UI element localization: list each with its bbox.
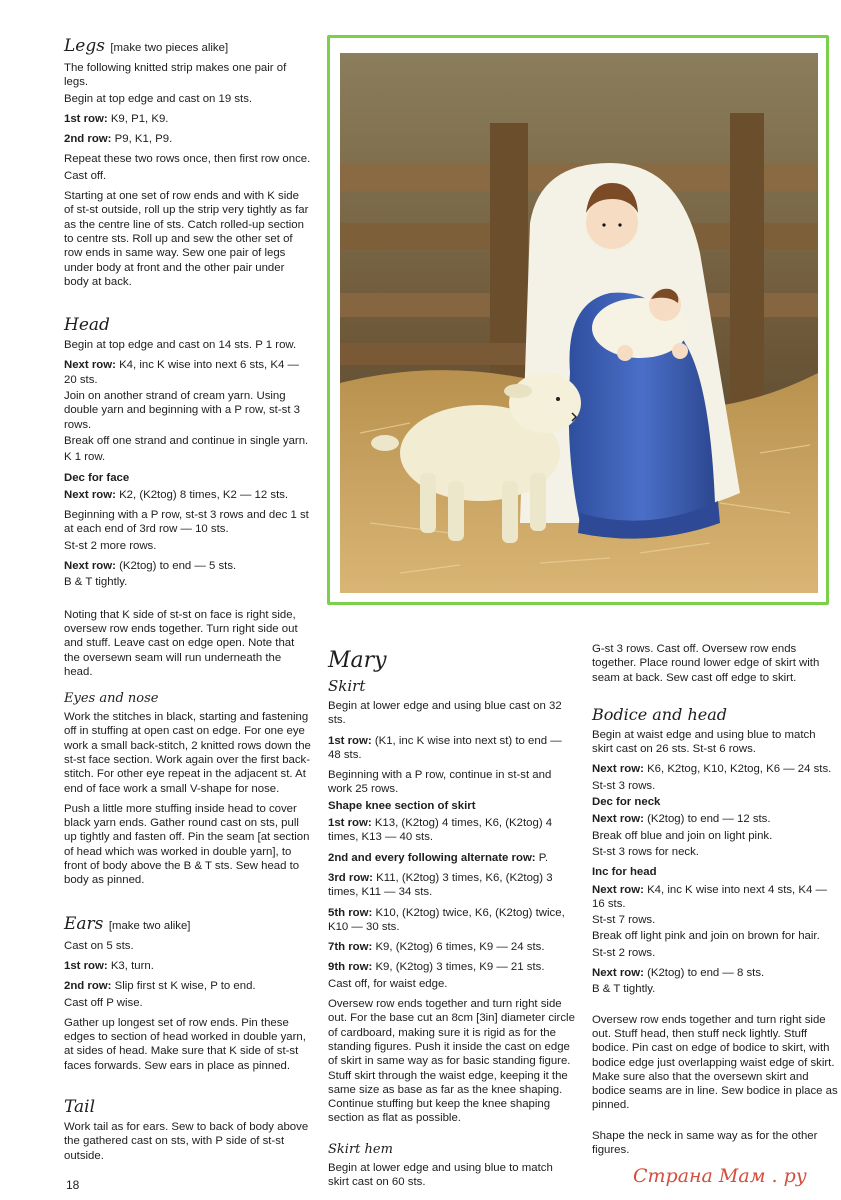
inc-p9: B & T tightly. [592,983,656,996]
legs-p4: Cast off. [64,169,107,182]
skirt-row1: 1st row: (K1, inc K wise into next st) to end — 48 sts. [328,734,562,761]
skirt-heading: Skirt [328,677,366,695]
head-p8: Noting that K side of st-st on face is right side, oversew row ends together. Turn right side out and stuff. Leave cast on edge open. Note that the oversewn seam will run underneath the head. [64,608,298,678]
bodice-next1: Next row: K6, K2tog, K10, K2tog, K6 — 24 sts. [592,763,832,776]
legs-heading: Legs [make two pieces alike] [64,36,229,56]
head-heading: Head [64,315,110,336]
neck-p5: St-st 3 rows for neck. [592,845,699,858]
site-watermark: Страна Мам . ру [633,1165,807,1187]
eyes-heading: Eyes and nose [64,691,159,707]
tail-heading: Tail [64,1097,96,1118]
knee-heading: Shape knee section of skirt [328,799,476,812]
bodice-p11: Shape the neck in same way as for the other figures. [592,1129,818,1157]
head-p7: B & T tightly. [64,576,128,589]
legs-p5: Starting at one set of row ends and with K side of st-st outside, roll up the strip very tightly as far as the centre line of sts. Catch rolled-up section to centre sts. Roll up and sew the other set of row ends in same way. Sew one pair of legs under body at front and the other pair under body at back. [64,190,309,288]
head-p4: K 1 row. [64,451,106,464]
mary-face [586,197,638,249]
knee-row7: 7th row: K9, (K2tog) 6 times, K9 — 24 sts. [328,941,545,954]
ears-row1: 1st row: K3, turn. [64,959,154,972]
eyes-p1: Work the stitches in black, starting and fastening off in stuffing at open cast on edge. For one eye work a small back-stitch, 2 knitted rows down the st-st face section. Work again over the first back-stitch. For other eye repeat in the adjacent st. At end of face work a small V-shape for nose. [64,711,311,795]
skirt-p2: Beginning with a P row, continue in st-st and work 25 rows. [328,769,552,796]
ears-p3: Gather up longest set of row ends. Pin these edges to section of head worked in double yarn, at sides of head. Make sure that K side of st-st faces forwards. Sew ears in place as pinned. [64,1016,306,1072]
inc-p8: St-st 2 rows. [592,946,656,959]
legs-subtitle: [make two pieces alike] [110,42,229,54]
legs-row2: 2nd row: P9, K1, P9. [64,133,173,146]
nativity-photo [340,53,818,593]
inc-p6: St-st 7 rows. [592,914,656,927]
inc-p7: Break off light pink and join on brown for hair. [592,930,820,943]
legs-p1: The following knitted strip makes one pair of legs. [64,62,287,89]
ears-p2: Cast off P wise. [64,996,143,1009]
neck-next2: Next row: (K2tog) to end — 12 sts. [592,813,771,826]
head-next-row: Next row: K4, inc K wise into next 6 sts, K4 — 20 sts. [64,359,299,386]
ears-subtitle: [make two alike] [108,919,191,932]
head-p5: Beginning with a P row, st-st 3 rows and dec 1 st at each end of 3rd row — 10 sts. [64,509,309,536]
mary-heading: Mary [328,648,387,673]
tail-p1: Work tail as for ears. Sew to back of body above the gathered cast on sts, with P side of st-st outside. [64,1121,309,1162]
ears-p1: Cast on 5 sts. [64,939,134,952]
knee-row2: 2nd and every following alternate row: P. [328,851,549,864]
knee-row5: 5th row: K10, (K2tog) twice, K6, (K2tog) twice, K10 — 30 sts. [328,906,565,933]
page-number: 18 [66,1178,80,1192]
ears-row2: 2nd row: Slip first st K wise, P to end. [64,980,256,993]
left-column [64,36,311,1169]
inc-next4: Next row: (K2tog) to end — 8 sts. [592,967,765,980]
hem-p1: Begin at lower edge and using blue to match skirt cast on 60 sts. [328,1161,553,1189]
neck-heading: Dec for neck [592,796,661,809]
head-p3: Break off one strand and continue in single yarn. [64,434,309,447]
head-dec1: Next row: K2, (K2tog) 8 times, K2 — 12 sts. [64,488,289,501]
legs-p3: Repeat these two rows once, then first row once. [64,153,311,166]
nativity-photo-frame [327,35,829,605]
bodice-p1: Begin at waist edge and using blue to match skirt cast on 26 sts. St-st 6 rows. [592,728,816,756]
knee-row9: 9th row: K9, (K2tog) 3 times, K9 — 21 sts. [328,961,545,974]
head-p6: St-st 2 more rows. [64,539,157,552]
ears-heading: Ears [make two alike] [64,913,191,934]
bodice-heading: Bodice and head [592,704,727,724]
skirt-p3: Cast off, for waist edge. [328,977,448,990]
hem-p2: G-st 3 rows. Cast off. Oversew row ends together. Place round lower edge of skirt with seam at back. Sew cast off edge to skirt. [592,643,820,684]
inc-next3: Next row: K4, inc K wise into next 4 sts, K4 — 16 sts. [592,883,827,910]
knee-row3: 3rd row: K11, (K2tog) 3 times, K6, (K2tog) 3 times, K11 — 34 sts. [328,871,553,899]
neck-p4: Break off blue and join on light pink. [592,829,773,842]
dec-face-heading: Dec for face [64,471,130,484]
bodice-p10: Oversew row ends together and turn right side out. Stuff head, then stuff neck lightly. Stuff bodice. Pin cast on edge of bodice to skirt, with bodice edge just overlapping waist edge of skirt. Make sure also that the oversewn skirt and bodice seams are in line. Sew bodice in place as pinned. [592,1013,838,1112]
head-p2: Join on another strand of cream yarn. Using double yarn and beginning with a P row, st-st 3 rows. [64,390,300,431]
inc-head-heading: Inc for head [592,866,657,879]
bodice-p3: St-st 3 rows. [592,779,656,792]
eyes-p2: Push a little more stuffing inside head to cover black yarn ends. Gather round cast on sts, pull up tightly and fasten off. Pin the seam [at section of head which was worked in double yarn], to front of body above the B & T sts. Sew head to body as pinned. [64,802,310,887]
skirt-hem-heading: Skirt hem [328,1141,393,1157]
legs-p2: Begin at top edge and cast on 19 sts. [64,92,253,105]
skirt-p1: Begin at lower edge and using blue cast on 32 sts. [328,700,562,727]
head-p1: Begin at top edge and cast on 14 sts. P 1 row. [64,339,297,352]
right-column [592,642,839,1163]
skirt-p4: Oversew row ends together and turn right side out. For the base cut an 8cm [3in] diameter circle of cardboard, making sure it is rigid as for the standing figures. Push it inside the cast on edge of skirt in same way as for basic standing figure. Stuff skirt through the waist edge, keeping it the same size as base as far as the knee shaping. Continue stuffing but keep the knee shaping section as flat as possible. [328,998,575,1125]
middle-column [328,648,576,1195]
knee-row1: 1st row: K13, (K2tog) 4 times, K6, (K2tog) 4 times, K13 — 40 sts. [328,817,553,844]
head-dec2: Next row: (K2tog) to end — 5 sts. [64,560,237,573]
legs-row1: 1st row: K9, P1, K9. [64,112,169,125]
